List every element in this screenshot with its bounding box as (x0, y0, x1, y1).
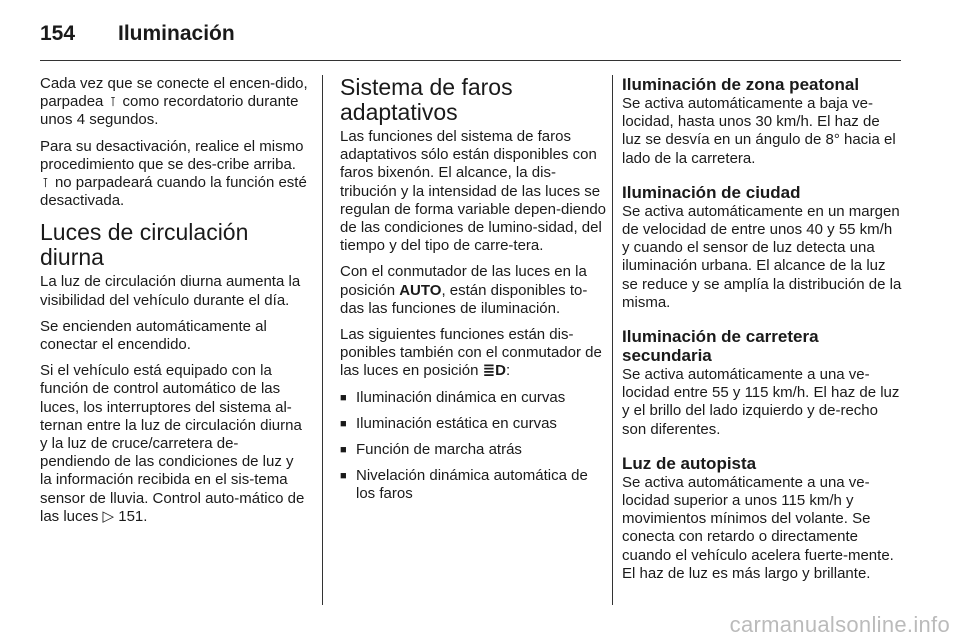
auto-position-label: AUTO (399, 281, 442, 299)
page-title: Iluminación (118, 22, 235, 45)
watermark: carmanualsonline.info (729, 612, 950, 637)
column-2 (340, 75, 606, 512)
heading-pedestrian-zone: Iluminación de zona peatonal (622, 75, 860, 94)
list-item: ■ Función de marcha atrás (340, 441, 606, 459)
header-rule (40, 60, 901, 61)
column-3 (622, 75, 902, 598)
heading-motorway-light: Luz de autopista (622, 453, 757, 473)
fog-light-icon: ⊺ (42, 175, 49, 191)
paragraph-deactivation: Para su desactivación, realice el mismo procedimiento que se des-cribe arriba. ⊺ no parpadeará cuando la función esté desactivada. (40, 137, 307, 210)
heading-adaptive-lights: Sistema de faros adaptativos (340, 74, 513, 125)
paragraph-drl-control: Si el vehículo está equipado con la función de control automático de las luces, los interruptores del sistema al-ternan entre la luz de circulación diurna y la luz de cruce/carretera de-pendiendo de las condiciones de luz y la información recibida en el sis-tema sensor de lluvia. Control auto-mático de las luces ▷ 151. (40, 362, 305, 525)
column-1 (40, 75, 308, 534)
function-list (340, 389, 606, 504)
low-beam-icon: ≣D (482, 362, 506, 380)
page-reference-link[interactable]: 151. (114, 507, 148, 525)
list-item: ■ Iluminación estática en curvas (340, 415, 606, 433)
paragraph-pedestrian-zone: Se activa automáticamente a baja ve-locidad, hasta unos 30 km/h. El haz de luz se desvía en un ángulo de 8° hacia el lado de la carretera. (622, 95, 896, 167)
paragraph-secondary-road: Se activa automáticamente a una ve-locidad entre 55 y 115 km/h. El haz de luz y el brillo del lado izquierdo y de-recho son diferentes. (622, 366, 900, 438)
paragraph-city-lighting: Se activa automáticamente en un margen de velocidad de entre unos 40 y 55 km/h y cuando el sensor de luz detecta una iluminación urbana. El alcance de la luz se reduce y se amplía la distribución de la misma. (622, 202, 902, 311)
list-item: ■ Nivelación dinámica automática de los faros (340, 467, 606, 503)
paragraph-motorway-light: Se activa automáticamente a una ve-locidad superior a unos 115 km/h y movimientos mínimos del volante. Se conecta con retardo o directamente cuando el vehículo acelera fuerte-mente. El haz de luz es más largo y brillante. (622, 473, 894, 582)
page-number: 154 (40, 22, 76, 45)
column-divider-1 (322, 75, 323, 605)
list-item: ■ Iluminación dinámica en curvas (340, 389, 606, 407)
page-header (40, 18, 900, 50)
paragraph-afl-auto: Con el conmutador de las luces en la posición AUTO, están disponibles to-das las funciones de iluminación. (340, 263, 588, 317)
paragraph-drl-auto: Se encienden automáticamente al conectar el encendido. (40, 317, 267, 354)
paragraph-drl-visibility: La luz de circulación diurna aumenta la visibilidad del vehículo durante el día. (40, 273, 301, 309)
page-reference-icon: ▷ (102, 507, 115, 525)
paragraph-afl-functions: Las siguientes funciones están dis-ponibles también con el conmutador de las luces en posición ≣D: (340, 326, 602, 380)
heading-secondary-road: Iluminación de carretera secundaria (622, 327, 819, 366)
heading-daytime-running-lights: Luces de circulación diurna (40, 219, 249, 271)
fog-light-icon: ⊺ (109, 94, 117, 110)
heading-city-lighting: Iluminación de ciudad (622, 182, 801, 202)
paragraph-afl-intro: Las funciones del sistema de faros adaptativos sólo están disponibles con faros bixenón. El alcance, la dis-tribución y la intensidad de las luces se regulan de forma variable depen-diendo de las condiciones de lumino-sidad, del tiempo y del tipo de carre-tera. (340, 128, 607, 255)
paragraph-reminder: Cada vez que se conecte el encen-dido, parpadea ⊺ como recordatorio durante unos 4 segundos. (40, 75, 308, 129)
column-divider-2 (612, 75, 613, 605)
